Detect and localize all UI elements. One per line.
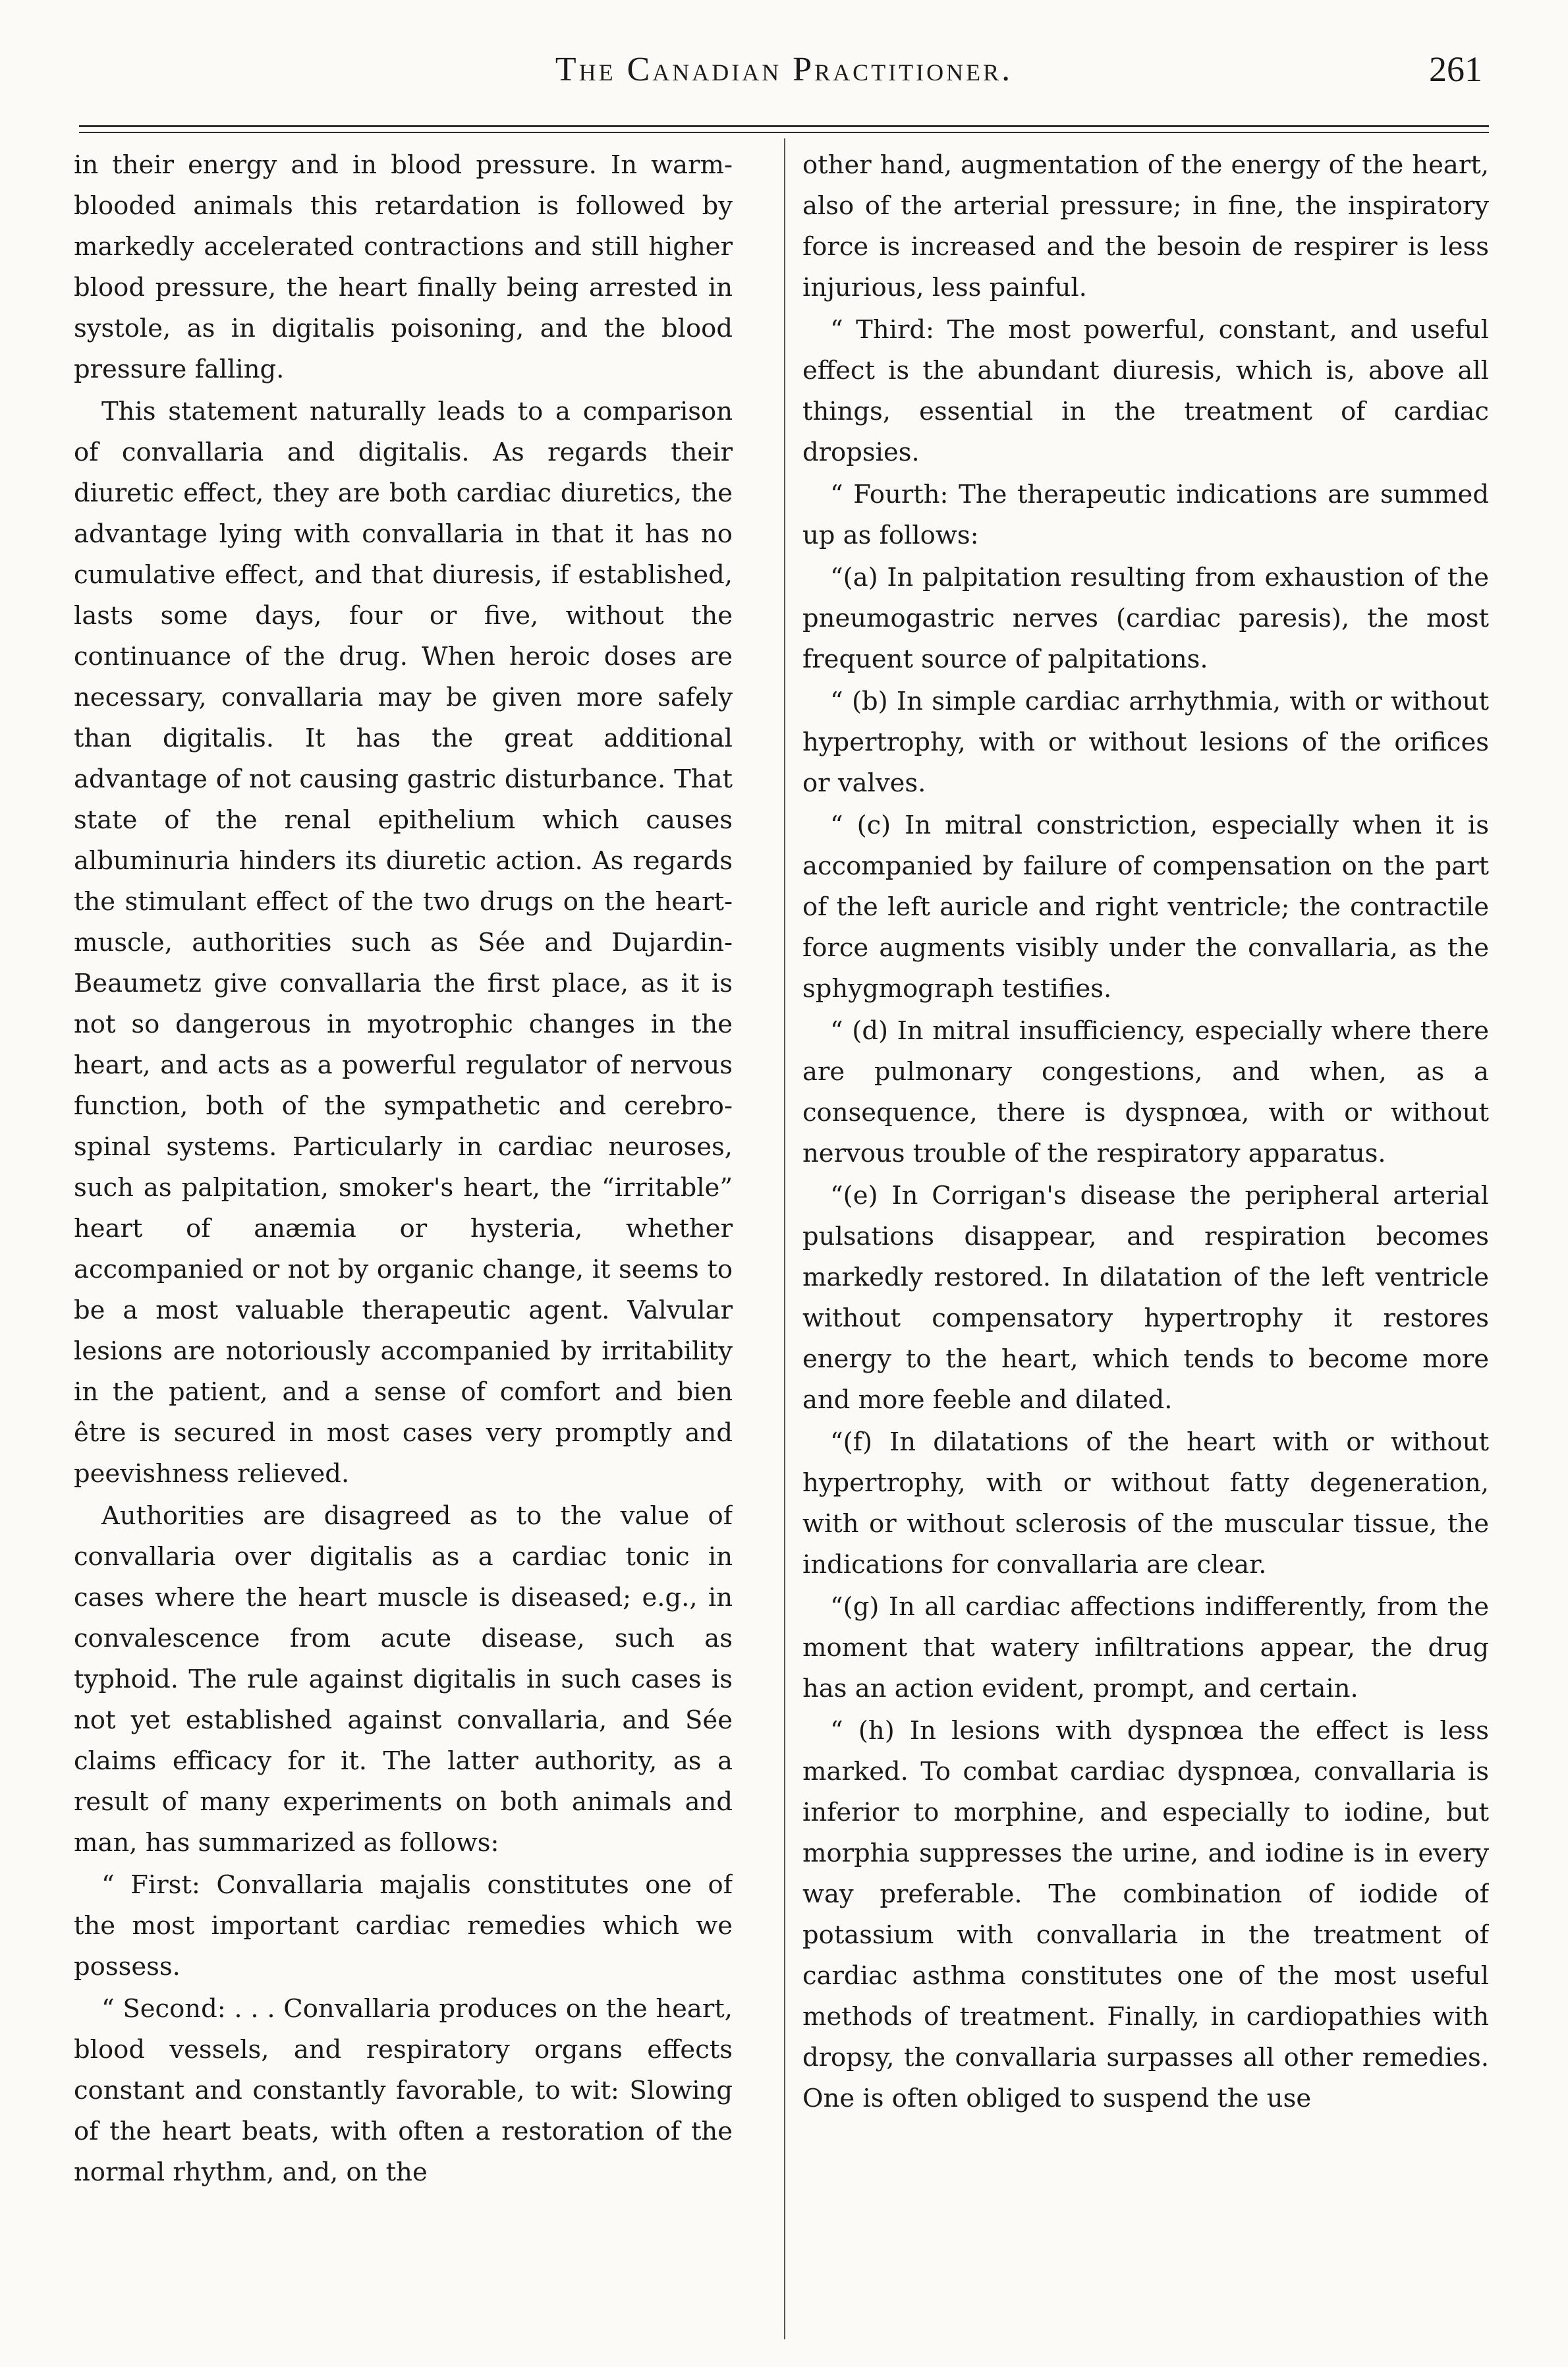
paragraph: other hand, augmentation of the energy of the heart, also of the arterial pressure; in fine, the inspiratory force is increased and the besoin de respirer is less injurious, less painful. bbox=[802, 150, 1489, 302]
paragraph: “ (h) In lesions with dyspnœa the effect is less marked. To combat cardiac dyspnœa, convallaria is inferior to morphine, and especially to iodine, but morphia suppresses the urine, and iodine is in every way preferable. The combination of iodide of potassium with convallaria in the treatment of cardiac asthma constitutes one of the most useful methods of treatment. Finally, in cardiopathies with dropsy, the convallaria surpasses all other remedies. One is often obliged to suspend the use bbox=[802, 1716, 1489, 2113]
header-rule-thin bbox=[79, 132, 1489, 133]
paragraph: “(g) In all cardiac affections indifferently, from the moment that watery infiltrations appear, the drug has an action evident, prompt, and certain. bbox=[802, 1592, 1489, 1703]
running-title: The Canadian Practitioner. bbox=[555, 51, 1013, 88]
paragraph: “ First: Convallaria majalis constitutes one of the most important cardiac remedies which we possess. bbox=[74, 1870, 733, 1982]
paragraph: “ Fourth: The therapeutic indications are summed up as follows: bbox=[802, 480, 1489, 550]
column-divider bbox=[784, 138, 785, 2339]
paragraph: “ (b) In simple cardiac arrhythmia, with or without hypertrophy, with or without lesions of the orifices or valves. bbox=[802, 687, 1489, 798]
paragraph: “(e) In Corrigan's disease the peripheral arterial pulsations disappear, and respiration becomes markedly restored. In dilatation of the left ventricle without compensatory hypertrophy it restores energy to the heart, which tends to become more and more feeble and dilated. bbox=[802, 1181, 1489, 1415]
paragraph: “ (c) In mitral constriction, especially when it is accompanied by failure of compensation on the part of the left auricle and right ventricle; the contractile force augments visibly under the convallaria, as the sphygmograph testifies. bbox=[802, 811, 1489, 1004]
paragraph: “ Second: . . . Convallaria produces on the heart, blood vessels, and respiratory organs effects constant and constantly favorable, to wit: Slowing of the heart beats, with often a restoration of the normal rhythm, and, on the bbox=[74, 1994, 733, 2187]
left-column bbox=[74, 145, 733, 2346]
page-header bbox=[72, 40, 1496, 119]
paragraph: “ Third: The most powerful, constant, and useful effect is the abundant diuresis, which is, above all things, essential in the treatment of cardiac dropsies. bbox=[802, 315, 1489, 467]
page-number: 261 bbox=[1429, 49, 1482, 89]
paragraph: “ (d) In mitral insufficiency, especially where there are pulmonary congestions, and when, as a consequence, there is dyspnœa, with or without nervous trouble of the respiratory apparatus. bbox=[802, 1016, 1489, 1168]
right-column bbox=[802, 145, 1489, 2346]
paragraph: “(a) In palpitation resulting from exhaustion of the pneumogastric nerves (cardiac paresis), the most frequent source of palpitations. bbox=[802, 563, 1489, 674]
paragraph: This statement naturally leads to a comparison of convallaria and digitalis. As regards their diuretic effect, they are both cardiac diuretics, the advantage lying with convallaria in that it has no cumulative effect, and that diuresis, if established, lasts some days, four or five, without the continuance of the drug. When heroic doses are necessary, convallaria may be given more safely than digitalis. It has the great additional advantage of not causing gastric disturbance. That state of the renal epithelium which causes albuminuria hinders its diuretic action. As regards the stimulant effect of the two drugs on the heart-muscle, authorities such as Sée and Dujardin-Beaumetz give convallaria the first place, as it is not so dangerous in myotrophic changes in the heart, and acts as a powerful regulator of nervous function, both of the sympathetic and cerebro-spinal systems. Particularly in cardiac neuroses, such as palpitation, smoker's heart, the “irritable” heart of anæmia or hysteria, whether accompanied or not by organic change, it seems to be a most valuable therapeutic agent. Valvular lesions are notoriously accompanied by irritability in the patient, and a sense of comfort and bien être is secured in most cases very promptly and peevishness relieved. bbox=[74, 397, 733, 1489]
paragraph: in their energy and in blood pressure. In warm-blooded animals this retardation is followed by markedly accelerated contractions and still higher blood pressure, the heart finally being arrested in systole, as in digitalis poisoning, and the blood pressure falling. bbox=[74, 150, 733, 384]
paragraph: “(f) In dilatations of the heart with or without hypertrophy, with or without fatty degeneration, with or without sclerosis of the muscular tissue, the indications for convallaria are clear. bbox=[802, 1427, 1489, 1580]
header-rule bbox=[79, 125, 1489, 127]
paragraph: Authorities are disagreed as to the value of convallaria over digitalis as a cardiac tonic in cases where the heart muscle is diseased; e.g., in convalescence from acute disease, such as typhoid. The rule against digitalis in such cases is not yet established against convallaria, and Sée claims efficacy for it. The latter authority, as a result of many experiments on both animals and man, has summarized as follows: bbox=[74, 1501, 733, 1858]
